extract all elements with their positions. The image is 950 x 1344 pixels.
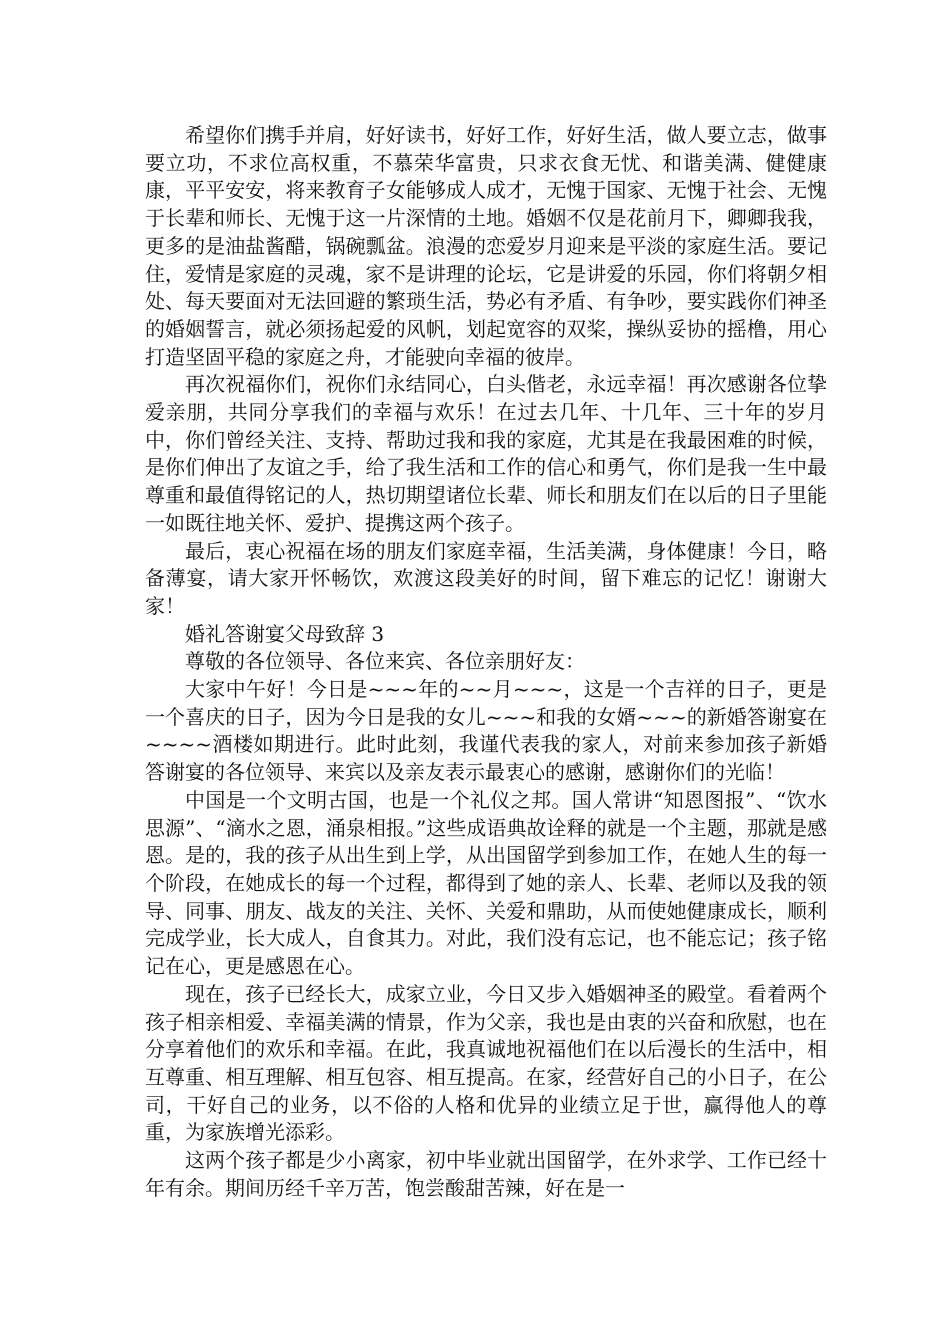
paragraph-closing: 最后，衷心祝福在场的朋友们家庭幸福，生活美满，身体健康！今日，略备薄宴，请大家开怀畅饮，欢渡这段美好的时间，留下难忘的记忆！谢谢大家！ [145,538,827,618]
paragraph-continued: 这两个孩子都是少小离家，初中毕业就出国留学，在外求学、工作已经十年有余。期间历经千辛万苦，饱尝酸甜苦辣，好在是一 [145,1148,827,1200]
paragraph-greeting: 大家中午好！今日是~~~年的~~月~~~，这是一个吉祥的日子，更是一个喜庆的日子，因为今日是我的女儿~~~和我的女婿~~~的新婚答谢宴在~~~~酒楼如期进行。此时此刻，我谨代表我的家人，对前来参加孩子新婚答谢宴的各位领导、来宾以及亲友表示最衷心的感谢，感谢你们的光临！ [145,677,827,785]
paragraph-thanks: 再次祝福你们，祝你们永结同心，白头偕老，永远幸福！再次感谢各位挚爱亲朋，共同分享我们的幸福与欢乐！在过去几年、十几年、三十年的岁月中，你们曾经关注、支持、帮助过我和我的家庭，尤其是在我最困难的时候，是你们伸出了友谊之手，给了我生活和工作的信心和勇气，你们是我一生中最尊重和最值得铭记的人，热切期望诸位长辈、师长和朋友们在以后的日子里能一如既往地关怀、爱护、提携这两个孩子。 [145,372,827,535]
section-heading: 婚礼答谢宴父母致辞 3 [185,621,385,646]
paragraph-gratitude: 中国是一个文明古国，也是一个礼仪之邦。国人常讲“知恩图报”、“饮水思源”、“滴水之恩，涌泉相报。”这些成语典故诠释的就是一个主题，那就是感恩。是的，我的孩子从出生到上学，从出国留学到参加工作，在她人生的每一个阶段，在她成长的每一个过程，都得到了她的亲人、长辈、老师以及我的领导、同事、朋友、战友的关注、关怀、关爱和鼎助，从而使她健康成长，顺利完成学业，长大成人，自食其力。对此，我们没有忘记，也不能忘记；孩子铭记在心，更是感恩在心。 [145,787,827,979]
paragraph-blessing: 希望你们携手并肩，好好读书，好好工作，好好生活，做人要立志，做事要立功，不求位高权重，不慕荣华富贵，只求衣食无忧、和谐美满、健健康康，平平安安，将来教育子女能够成人成才，无愧于国家、无愧于社会、无愧于长辈和师长、无愧于这一片深情的土地。婚姻不仅是花前月下，卿卿我我，更多的是油盐酱醋，锅碗瓢盆。浪漫的恋爱岁月迎来是平淡的家庭生活。要记住，爱情是家庭的灵魂，家不是讲理的论坛，它是讲爱的乐园，你们将朝夕相处、每天要面对无法回避的繁琐生活，势必有矛盾、有争吵，要实践你们神圣的婚姻誓言，就必须扬起爱的风帆，划起宽容的双桨，操纵妥协的摇橹，用心打造坚固平稳的家庭之舟，才能驶向幸福的彼岸。 [145,123,827,369]
document-page [145,122,827,1202]
paragraph-wishes: 现在，孩子已经长大，成家立业，今日又步入婚姻神圣的殿堂。看着两个孩子相亲相爱、幸福美满的情景，作为父亲，我也是由衷的兴奋和欣慰，也在分享着他们的欢乐和幸福。在此，我真诚地祝福他们在以后漫长的生活中，相互尊重、相互理解、相互包容、相互提高。在家，经营好自己的小日子，在公司，干好自己的业务，以不俗的人格和优异的业绩立足于世，赢得他人的尊重，为家族增光添彩。 [145,981,827,1145]
salutation: 尊敬的各位领导、各位来宾、各位亲朋好友： [185,649,585,674]
